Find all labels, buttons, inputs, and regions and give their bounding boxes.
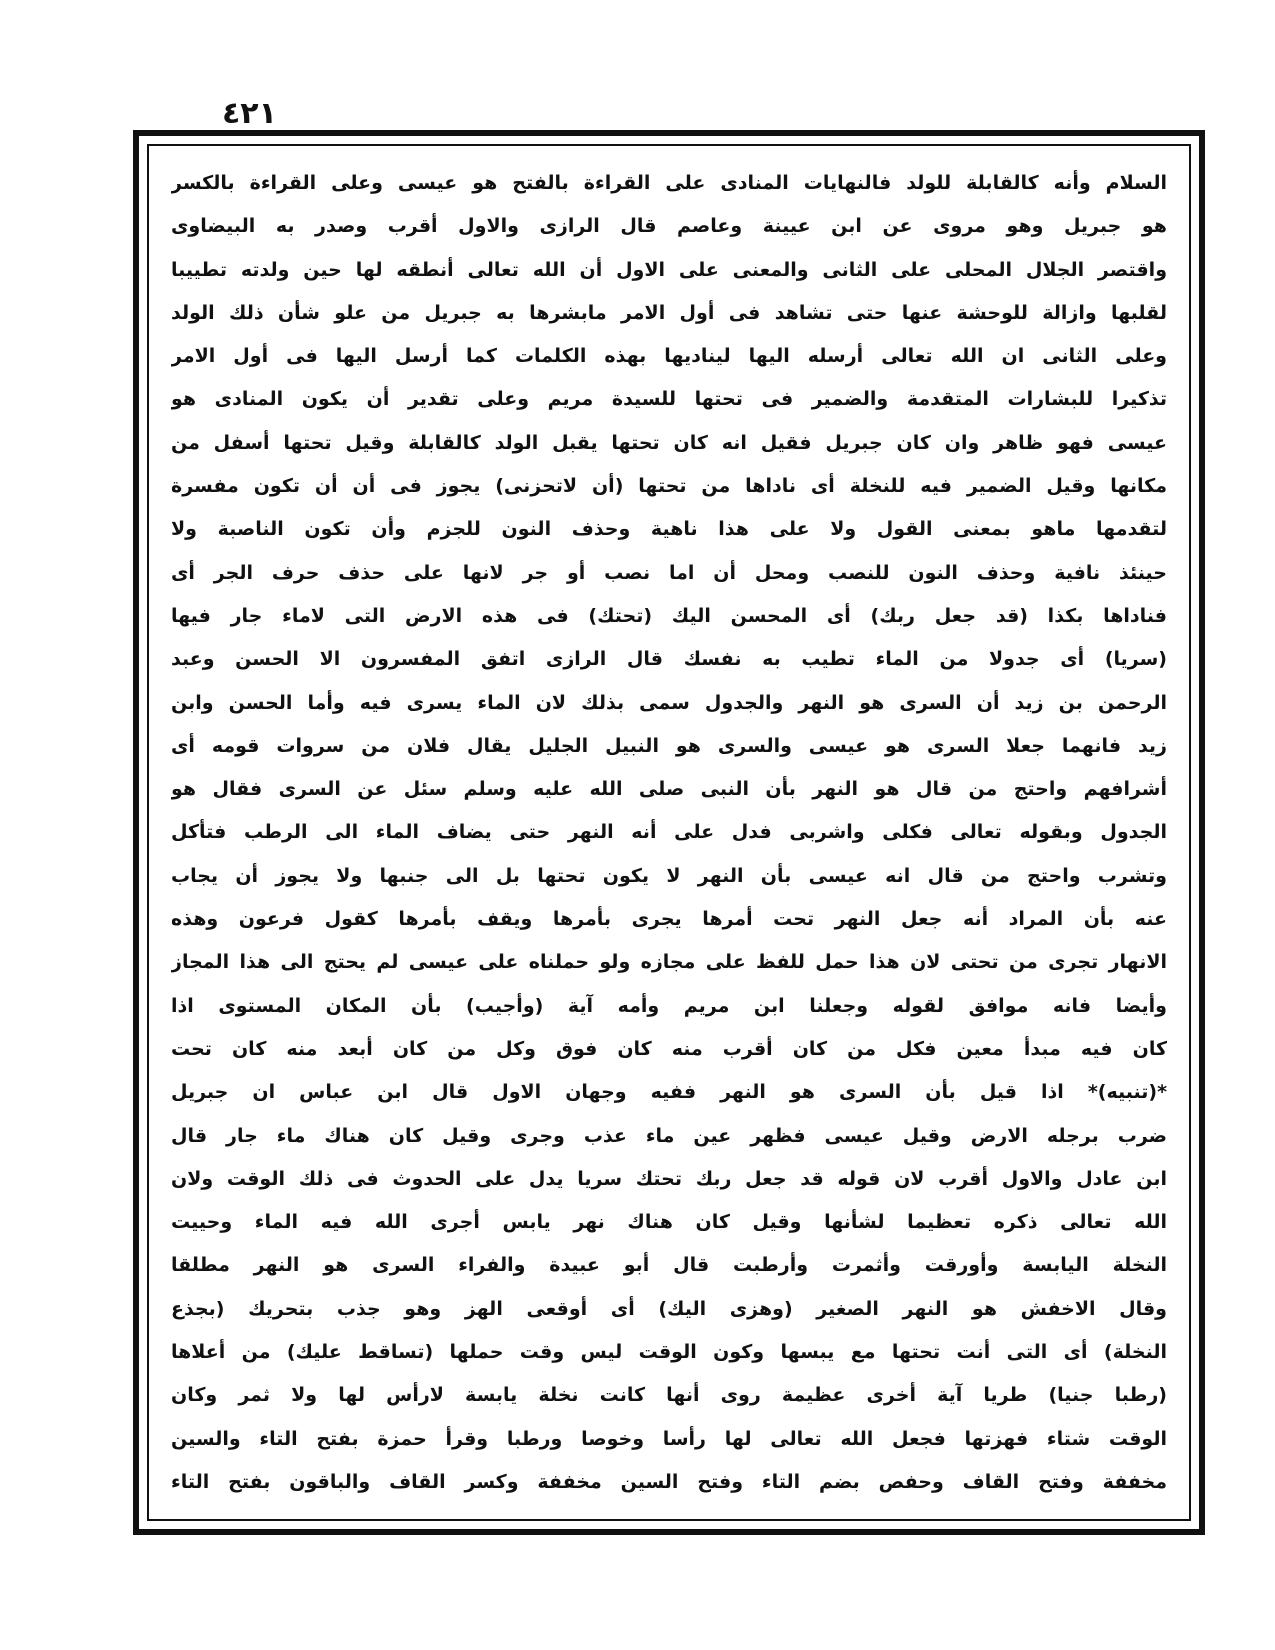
text-line: مخففة وفتح القاف وحفص بضم التاء وفتح السين مخففة وكسر القاف والباقون بفتح التاء xyxy=(171,1470,1167,1493)
text-line: (سريا) أى جدولا من الماء تطيب به نفسك قال الرازى اتفق المفسرون الا الحسن وعبد xyxy=(171,648,1167,671)
text-line: عنه بأن المراد أنه جعل النهر تحت أمرها يجرى بأمرها ويقف بأمرها كقول فرعون وهذه xyxy=(171,908,1167,931)
text-line: الانهار تجرى من تحتى لان هذا حمل للفظ على مجازه ولو حملناه على عيسى لم يحتج الى هذا المجاز xyxy=(171,951,1167,974)
page-border xyxy=(133,130,1205,1535)
text-line: حينئذ نافية وحذف النون للنصب ومحل أن اما نصب أو جر لانها على حذف حرف الجر أى xyxy=(171,561,1167,584)
text-line: هو جبريل وهو مروى عن ابن عيينة وعاصم قال الرازى والاول أقرب وصدر به البيضاوى xyxy=(171,215,1167,238)
text-line: فناداها بكذا (قد جعل ربك) أى المحسن اليك (تحتك) فى هذه الارض التى لاماء جار فيها xyxy=(171,604,1167,627)
inner-border xyxy=(147,144,1191,1521)
text-line: مكانها وقيل الضمير فيه للنخلة أى ناداها من تحتها (أن لاتحزنى) يجوز فى أن أن تكون مفسرة xyxy=(171,475,1167,498)
text-line: أشرافهم واحتج من قال هو النهر بأن النبى صلى الله عليه وسلم سئل عن السرى فقال هو xyxy=(171,778,1167,801)
text-line: واقتصر الجلال المحلى على الثانى والمعنى على الاول أن الله تعالى أنطقه لها حين ولدته تطييبا xyxy=(171,258,1167,281)
text-line: الرحمن بن زيد أن السرى هو النهر والجدول سمى بذلك لان الماء يسرى فيه وأما الحسن وابن xyxy=(171,691,1167,714)
page-number: ٤٢١ xyxy=(222,96,277,131)
text-line: النخلة) أى التى أنت تحتها مع يبسها وكون الوقت ليس وقت حملها (تساقط عليك) من أعلاها xyxy=(171,1341,1167,1364)
text-line: *(تنبيه)* اذا قيل بأن السرى هو النهر ففيه وجهان الاول قال ابن عباس ان جبريل xyxy=(171,1081,1167,1104)
text-line: ضرب برجله الارض وقيل عيسى فظهر عين ماء عذب وجرى وقيل كان هناك ماء جار قال xyxy=(171,1124,1167,1147)
text-line: وأيضا فانه موافق لقوله وجعلنا ابن مريم وأمه آية (وأجيب) بأن المكان المستوى اذا xyxy=(171,994,1167,1017)
text-line: زيد فانهما جعلا السرى هو عيسى والسرى هو النبيل الجليل يقال فلان من سروات قومه أى xyxy=(171,734,1167,757)
text-line: الوقت شتاء فهزتها فجعل الله تعالى لها رأسا وخوصا ورطبا وقرأ حمزة بفتح التاء والسين xyxy=(171,1427,1167,1450)
text-line: لقلبها وازالة للوحشة عنها حتى تشاهد فى أول الامر مابشرها به جبريل من علو شأن ذلك الولد xyxy=(171,301,1167,324)
text-line: (رطبا جنيا) طريا آية أخرى عظيمة روى أنها كانت نخلة يابسة لارأس لها ولا ثمر وكان xyxy=(171,1384,1167,1407)
text-line: وعلى الثانى ان الله تعالى أرسله اليها ليناديها بهذه الكلمات كما أرسل اليها فى أول الامر xyxy=(171,345,1167,368)
text-line: عيسى فهو ظاهر وان كان جبريل فقيل انه كان تحتها يقبل الولد كالقابلة وقيل تحتها أسفل من xyxy=(171,431,1167,454)
text-line: النخلة اليابسة وأورقت وأثمرت وأرطبت قال أبو عبيدة والفراء السرى هو النهر مطلقا xyxy=(171,1254,1167,1277)
text-line: تذكيرا للبشارات المتقدمة والضمير فى تحتها للسيدة مريم وعلى تقدير أن يكون المنادى هو xyxy=(171,388,1167,411)
text-line: السلام وأنه كالقابلة للولد فالنهايات المنادى على القراءة بالفتح هو عيسى وعلى القراءة بالكسر xyxy=(171,172,1167,194)
text-line: كان فيه مبدأ معين فكل من كان أقرب منه كان فوق وكل من كان أبعد منه كان تحت xyxy=(171,1037,1167,1060)
text-line: ابن عادل والاول أقرب لان قوله قد جعل ربك تحتك سريا يدل على الحدوث فى ذلك الوقت ولان xyxy=(171,1167,1167,1190)
text-line: وتشرب واحتج من قال انه عيسى بأن النهر لا يكون تحتها بل الى جنبها ولا يجوز أن يجاب xyxy=(171,864,1167,887)
text-line: الله تعالى ذكره تعظيما لشأنها وقيل كان هناك نهر يابس أجرى الله فيه الماء وحييت xyxy=(171,1211,1167,1234)
text-line: وقال الاخفش هو النهر الصغير (وهزى اليك) أى أوقعى الهز وهو جذب بتحريك (بجذع xyxy=(171,1297,1167,1320)
text-line: الجدول وبقوله تعالى فكلى واشربى فدل على أنه النهر حتى يضاف الماء الى الرطب فتأكل xyxy=(171,821,1167,844)
text-body xyxy=(171,164,1167,1501)
text-line: لتقدمها ماهو بمعنى القول ولا على هذا ناهية وحذف النون للجزم وأن تكون الناصبة ولا xyxy=(171,518,1167,541)
